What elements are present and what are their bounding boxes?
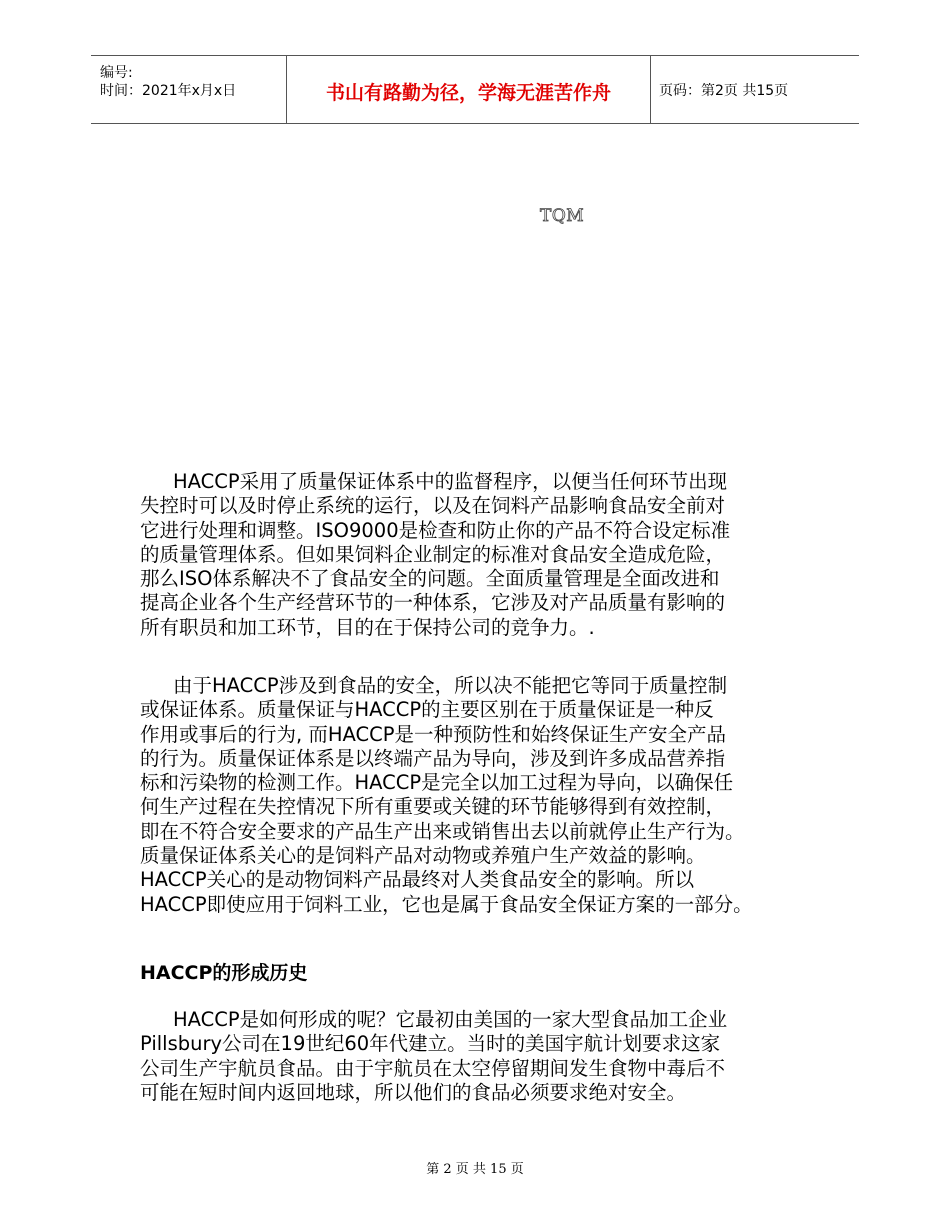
document-title: TQM [540,206,585,226]
page-footer: 第 2 页 共 15 页 [426,1162,524,1177]
paragraph-line: HACCP是如何形成的呢？它最初由美国的一家大型食品加工企业 [173,1008,728,1031]
paragraph-line: 所有职员和加工环节，目的在于保持公司的竞争力。. [140,615,595,639]
page-header [91,55,859,124]
paragraph-line: 它进行处理和调整。ISO9000是检查和防止你的产品不符合设定标准 [140,518,731,542]
paragraph-line: 作用或事后的行为, 而HACCP是一种预防性和始终保证生产安全产品 [140,722,727,746]
paragraph-line: 即在不符合安全要求的产品生产出来或销售出去以前就停止生产行为。 [140,819,745,843]
paragraph-line: 提高企业各个生产经营环节的一种体系，它涉及对产品质量有影响的 [140,591,726,615]
header-meta-cell [91,56,286,123]
paragraph-line: 失控时可以及时停止系统的运行，以及在饲料产品影响食品安全前对 [140,494,726,518]
document-time-label: 时间：2021年x月x日 [100,83,237,99]
paragraph-line: HACCP采用了质量保证体系中的监督程序，以便当任何环节出现 [173,470,728,493]
paragraph-line: 公司生产宇航员食品。由于宇航员在太空停留期间发生食物中毒后不 [140,1056,726,1080]
document-number-label: 编号: [100,65,133,81]
paragraph-line: 那么ISO体系解决不了食品安全的问题。全面质量管理是全面改进和 [140,567,720,591]
paragraph-line: 的行为。质量保证体系是以终端产品为导向，涉及到许多成品营养指 [140,746,726,770]
header-page-code: 页码：第2页 共15页 [659,83,789,99]
paragraph-line: 的质量管理体系。但如果饲料企业制定的标准对食品安全造成危险， [140,542,726,566]
paragraph-line: 质量保证体系关心的是饲料产品对动物或养殖户生产效益的影响。 [140,844,706,868]
paragraph-line: Pillsbury公司在19世纪60年代建立。当时的美国宇航计划要求这家 [140,1032,721,1056]
paragraph-line: 标和污染物的检测工作。HACCP是完全以加工过程为导向，以确保任 [140,771,734,795]
paragraph-line: 何生产过程在失控情况下所有重要或关键的环节能够得到有效控制， [140,795,726,819]
paragraph-line: 或保证体系。质量保证与HACCP的主要区别在于质量保证是一种反 [140,698,714,722]
paragraph-2 [140,674,840,917]
paragraph-line: 由于HACCP涉及到食品的安全，所以决不能把它等同于质量控制 [173,674,728,697]
header-page-cell [650,56,859,123]
header-motto: 书山有路勤为径，学海无涯苦作舟 [325,82,611,104]
paragraph-line: HACCP即使应用于饲料工业，它也是属于食品安全保证方案的一部分。 [140,892,753,916]
paragraph-line: HACCP关心的是动物饲料产品最终对人类食品安全的影响。所以 [140,868,695,892]
paragraph-3 [140,1008,840,1105]
paragraph-line: 可能在短时间内返回地球，所以他们的食品必须要求绝对安全。 [140,1080,687,1104]
paragraph-1 [140,470,840,640]
header-motto-cell [286,56,651,123]
section-heading: HACCP的形成历史 [140,962,308,984]
